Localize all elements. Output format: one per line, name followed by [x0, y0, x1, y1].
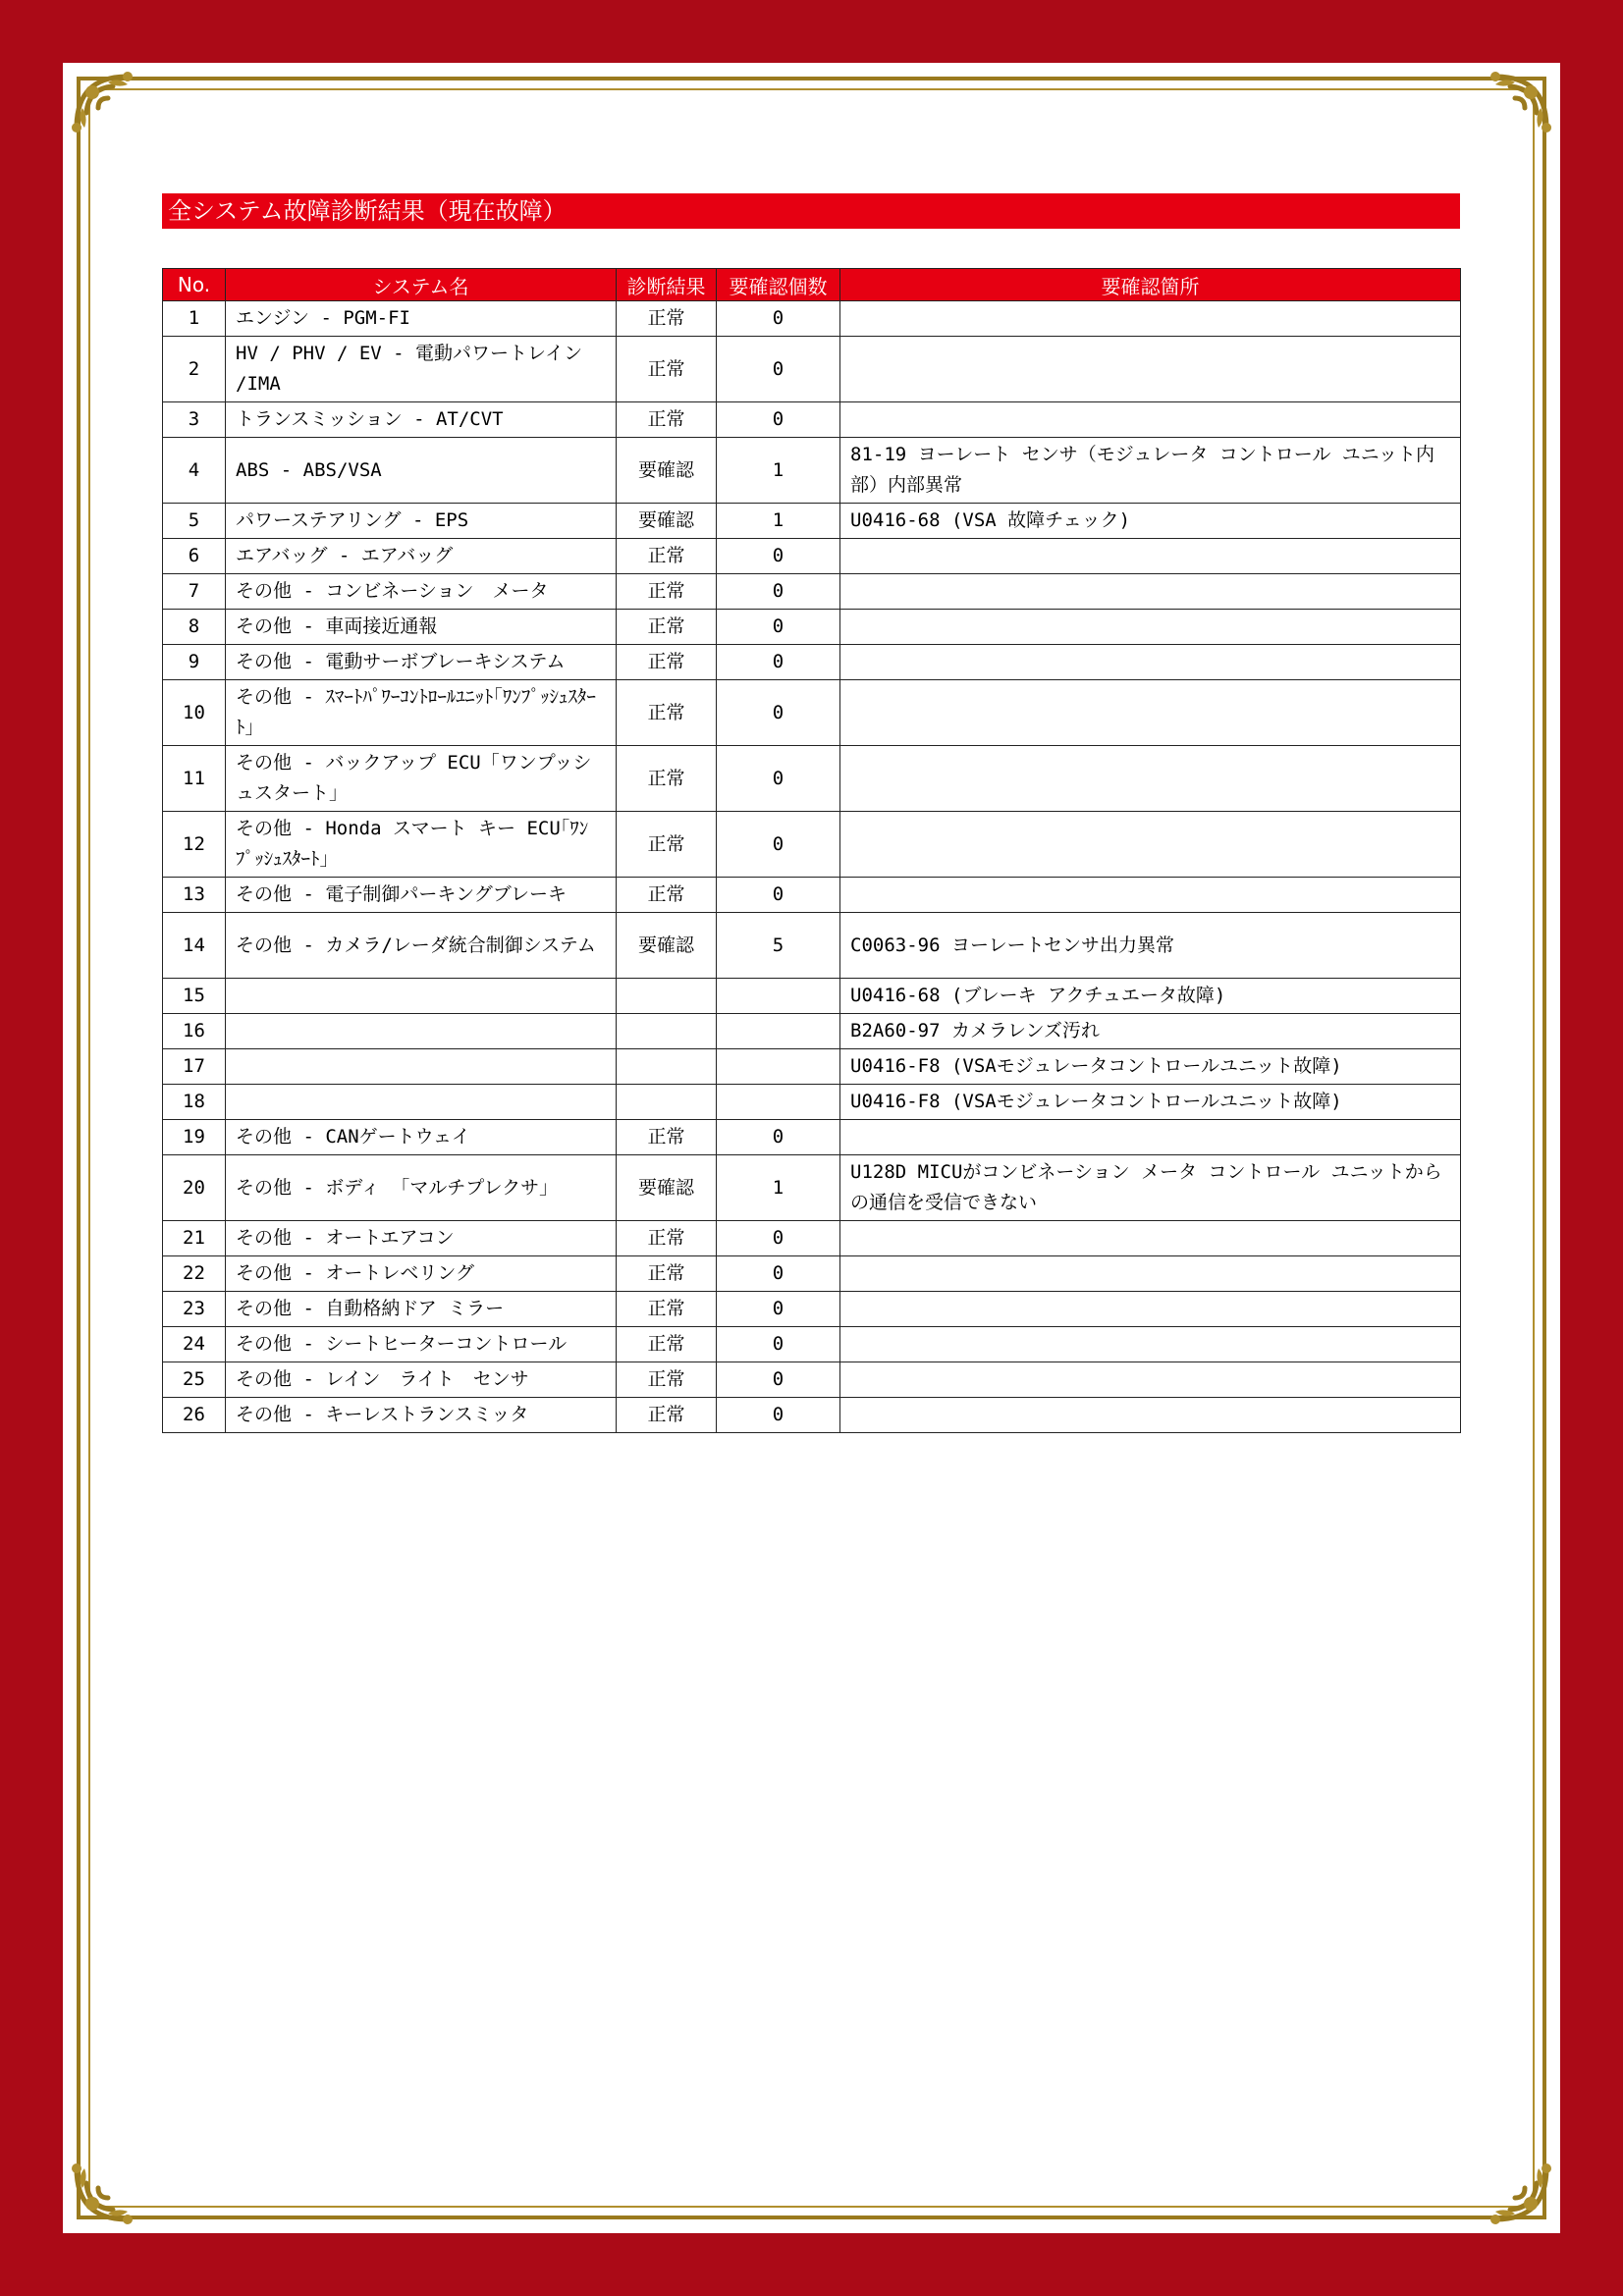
row-no-cell: 15 — [163, 979, 226, 1014]
row-system-cell: その他 - シートヒーターコントロール — [226, 1327, 617, 1362]
row-count-cell: 0 — [717, 1256, 840, 1292]
row-count-cell: 0 — [717, 1398, 840, 1433]
table-row — [163, 1362, 1461, 1398]
row-system-cell — [226, 1085, 617, 1120]
row-result-cell: 正常 — [617, 1221, 717, 1256]
row-count-cell: 0 — [717, 1292, 840, 1327]
row-no-cell: 13 — [163, 878, 226, 913]
row-system-cell: トランスミッション - AT/CVT — [226, 402, 617, 438]
table-header-row — [163, 269, 1461, 301]
row-system-cell — [226, 1014, 617, 1049]
row-count-cell: 0 — [717, 539, 840, 574]
row-count-cell: 1 — [717, 1155, 840, 1221]
row-result-cell: 正常 — [617, 645, 717, 680]
header-detail: 要確認箇所 — [840, 269, 1461, 301]
row-result-cell: 正常 — [617, 1398, 717, 1433]
row-no-cell: 25 — [163, 1362, 226, 1398]
row-system-cell: その他 - CANゲートウェイ — [226, 1120, 617, 1155]
row-count-cell: 0 — [717, 301, 840, 337]
row-detail-cell: U0416-F8 (VSAモジュレータコントロールユニット故障) — [840, 1049, 1461, 1085]
table-row — [163, 610, 1461, 645]
table-row — [163, 402, 1461, 438]
row-detail-cell — [840, 337, 1461, 402]
table-row — [163, 979, 1461, 1014]
row-count-cell: 0 — [717, 680, 840, 746]
row-count-cell: 0 — [717, 1221, 840, 1256]
row-detail-cell — [840, 574, 1461, 610]
row-no-cell: 12 — [163, 812, 226, 878]
row-count-cell: 0 — [717, 574, 840, 610]
row-detail-cell — [840, 1292, 1461, 1327]
row-system-cell: その他 - Honda スマート キー ECU｢ﾜﾝﾌﾟｯｼｭｽﾀｰﾄ｣ — [226, 812, 617, 878]
row-detail-cell: U128D MICUがコンビネーション メータ コントロール ユニットからの通信を受信できない — [840, 1155, 1461, 1221]
row-count-cell: 1 — [717, 438, 840, 504]
row-result-cell: 要確認 — [617, 438, 717, 504]
row-no-cell: 7 — [163, 574, 226, 610]
row-count-cell: 1 — [717, 504, 840, 539]
row-result-cell: 正常 — [617, 1362, 717, 1398]
row-no-cell: 24 — [163, 1327, 226, 1362]
row-detail-cell — [840, 1221, 1461, 1256]
row-no-cell: 3 — [163, 402, 226, 438]
row-result-cell: 正常 — [617, 812, 717, 878]
row-detail-cell — [840, 539, 1461, 574]
row-detail-cell — [840, 301, 1461, 337]
row-detail-cell: U0416-68 (ブレーキ アクチュエータ故障) — [840, 979, 1461, 1014]
row-result-cell: 正常 — [617, 402, 717, 438]
row-system-cell: その他 - オートエアコン — [226, 1221, 617, 1256]
row-system-cell: ABS - ABS/VSA — [226, 438, 617, 504]
row-count-cell: 0 — [717, 610, 840, 645]
row-result-cell: 正常 — [617, 1327, 717, 1362]
row-no-cell: 19 — [163, 1120, 226, 1155]
row-no-cell: 8 — [163, 610, 226, 645]
table-row — [163, 913, 1461, 979]
row-detail-cell — [840, 645, 1461, 680]
row-count-cell: 0 — [717, 1327, 840, 1362]
row-result-cell — [617, 979, 717, 1014]
row-detail-cell — [840, 746, 1461, 812]
row-count-cell: 5 — [717, 913, 840, 979]
table-row — [163, 1120, 1461, 1155]
row-detail-cell: B2A60-97 カメラレンズ汚れ — [840, 1014, 1461, 1049]
table-row — [163, 1049, 1461, 1085]
row-system-cell — [226, 979, 617, 1014]
row-result-cell: 正常 — [617, 878, 717, 913]
row-count-cell — [717, 979, 840, 1014]
row-count-cell: 0 — [717, 1362, 840, 1398]
row-no-cell: 1 — [163, 301, 226, 337]
row-count-cell: 0 — [717, 1120, 840, 1155]
row-count-cell: 0 — [717, 645, 840, 680]
row-result-cell: 要確認 — [617, 1155, 717, 1221]
table-row — [163, 539, 1461, 574]
table-row — [163, 1155, 1461, 1221]
row-result-cell: 正常 — [617, 746, 717, 812]
row-system-cell: その他 - バックアップ ECU「ワンプッシュスタート」 — [226, 746, 617, 812]
row-detail-cell — [840, 1327, 1461, 1362]
row-result-cell: 正常 — [617, 1120, 717, 1155]
row-detail-cell — [840, 1398, 1461, 1433]
row-no-cell: 22 — [163, 1256, 226, 1292]
row-detail-cell — [840, 1256, 1461, 1292]
header-result: 診断結果 — [617, 269, 717, 301]
row-result-cell: 正常 — [617, 301, 717, 337]
row-system-cell: HV / PHV / EV - 電動パワートレイン /IMA — [226, 337, 617, 402]
table-row — [163, 1398, 1461, 1433]
row-result-cell: 正常 — [617, 1256, 717, 1292]
table-row — [163, 1256, 1461, 1292]
corner-ornament-icon — [69, 69, 157, 157]
table-row — [163, 438, 1461, 504]
table-row — [163, 1221, 1461, 1256]
table-row — [163, 1014, 1461, 1049]
row-detail-cell — [840, 1362, 1461, 1398]
row-count-cell: 0 — [717, 746, 840, 812]
row-result-cell — [617, 1085, 717, 1120]
corner-ornament-icon — [1466, 2139, 1554, 2227]
row-system-cell: その他 - 電動サーボブレーキシステム — [226, 645, 617, 680]
row-result-cell: 正常 — [617, 610, 717, 645]
row-detail-cell — [840, 812, 1461, 878]
table-row — [163, 574, 1461, 610]
row-no-cell: 2 — [163, 337, 226, 402]
row-result-cell: 要確認 — [617, 913, 717, 979]
row-no-cell: 9 — [163, 645, 226, 680]
row-no-cell: 10 — [163, 680, 226, 746]
row-system-cell: その他 - ｽﾏｰﾄﾊﾟﾜｰｺﾝﾄﾛｰﾙﾕﾆｯﾄ｢ﾜﾝﾌﾟｯｼｭｽﾀｰﾄ｣ — [226, 680, 617, 746]
row-system-cell: その他 - レイン ライト センサ — [226, 1362, 617, 1398]
row-result-cell: 正常 — [617, 1292, 717, 1327]
row-system-cell: その他 - ボディ 「マルチプレクサ」 — [226, 1155, 617, 1221]
row-count-cell: 0 — [717, 812, 840, 878]
row-no-cell: 4 — [163, 438, 226, 504]
corner-ornament-icon — [1466, 69, 1554, 157]
table-row — [163, 1085, 1461, 1120]
table-row — [163, 301, 1461, 337]
row-system-cell: その他 - キーレストランスミッタ — [226, 1398, 617, 1433]
row-count-cell: 0 — [717, 337, 840, 402]
row-detail-cell: U0416-68 (VSA 故障チェック) — [840, 504, 1461, 539]
row-result-cell: 正常 — [617, 680, 717, 746]
page-title: 全システム故障診断結果（現在故障） — [162, 193, 1460, 229]
row-no-cell: 16 — [163, 1014, 226, 1049]
row-count-cell: 0 — [717, 402, 840, 438]
row-result-cell: 正常 — [617, 539, 717, 574]
row-detail-cell — [840, 1120, 1461, 1155]
row-detail-cell — [840, 402, 1461, 438]
row-detail-cell — [840, 610, 1461, 645]
header-system: システム名 — [226, 269, 617, 301]
row-system-cell — [226, 1049, 617, 1085]
table-row — [163, 812, 1461, 878]
table-row — [163, 680, 1461, 746]
row-no-cell: 11 — [163, 746, 226, 812]
row-detail-cell — [840, 878, 1461, 913]
row-result-cell — [617, 1014, 717, 1049]
row-detail-cell: U0416-F8 (VSAモジュレータコントロールユニット故障) — [840, 1085, 1461, 1120]
row-count-cell — [717, 1085, 840, 1120]
table-row — [163, 645, 1461, 680]
row-result-cell — [617, 1049, 717, 1085]
row-system-cell: エンジン - PGM-FI — [226, 301, 617, 337]
table-row — [163, 504, 1461, 539]
row-no-cell: 26 — [163, 1398, 226, 1433]
row-detail-cell: C0063-96 ヨーレートセンサ出力異常 — [840, 913, 1461, 979]
row-system-cell: その他 - 電子制御パーキングブレーキ — [226, 878, 617, 913]
report-page — [63, 63, 1560, 2233]
row-system-cell: その他 - オートレベリング — [226, 1256, 617, 1292]
row-system-cell: パワーステアリング - EPS — [226, 504, 617, 539]
row-no-cell: 18 — [163, 1085, 226, 1120]
row-no-cell: 6 — [163, 539, 226, 574]
header-no: No. — [163, 269, 226, 301]
table-row — [163, 746, 1461, 812]
row-count-cell: 0 — [717, 878, 840, 913]
row-result-cell: 要確認 — [617, 504, 717, 539]
row-no-cell: 5 — [163, 504, 226, 539]
row-system-cell: その他 - 車両接近通報 — [226, 610, 617, 645]
row-result-cell: 正常 — [617, 337, 717, 402]
row-no-cell: 20 — [163, 1155, 226, 1221]
table-body — [163, 301, 1461, 1433]
diagnosis-table — [162, 268, 1461, 1433]
header-count: 要確認個数 — [717, 269, 840, 301]
table-row — [163, 1292, 1461, 1327]
row-count-cell — [717, 1014, 840, 1049]
row-result-cell: 正常 — [617, 574, 717, 610]
row-system-cell: エアバッグ - エアバッグ — [226, 539, 617, 574]
row-detail-cell: 81-19 ヨーレート センサ（モジュレータ コントロール ユニット内部）内部異常 — [840, 438, 1461, 504]
row-no-cell: 14 — [163, 913, 226, 979]
row-system-cell: その他 - 自動格納ドア ミラー — [226, 1292, 617, 1327]
row-count-cell — [717, 1049, 840, 1085]
row-system-cell: その他 - コンビネーション メータ — [226, 574, 617, 610]
table-row — [163, 1327, 1461, 1362]
row-detail-cell — [840, 680, 1461, 746]
row-no-cell: 21 — [163, 1221, 226, 1256]
row-no-cell: 23 — [163, 1292, 226, 1327]
corner-ornament-icon — [69, 2139, 157, 2227]
row-no-cell: 17 — [163, 1049, 226, 1085]
table-row — [163, 337, 1461, 402]
table-row — [163, 878, 1461, 913]
row-system-cell: その他 - カメラ/レーダ統合制御システム — [226, 913, 617, 979]
